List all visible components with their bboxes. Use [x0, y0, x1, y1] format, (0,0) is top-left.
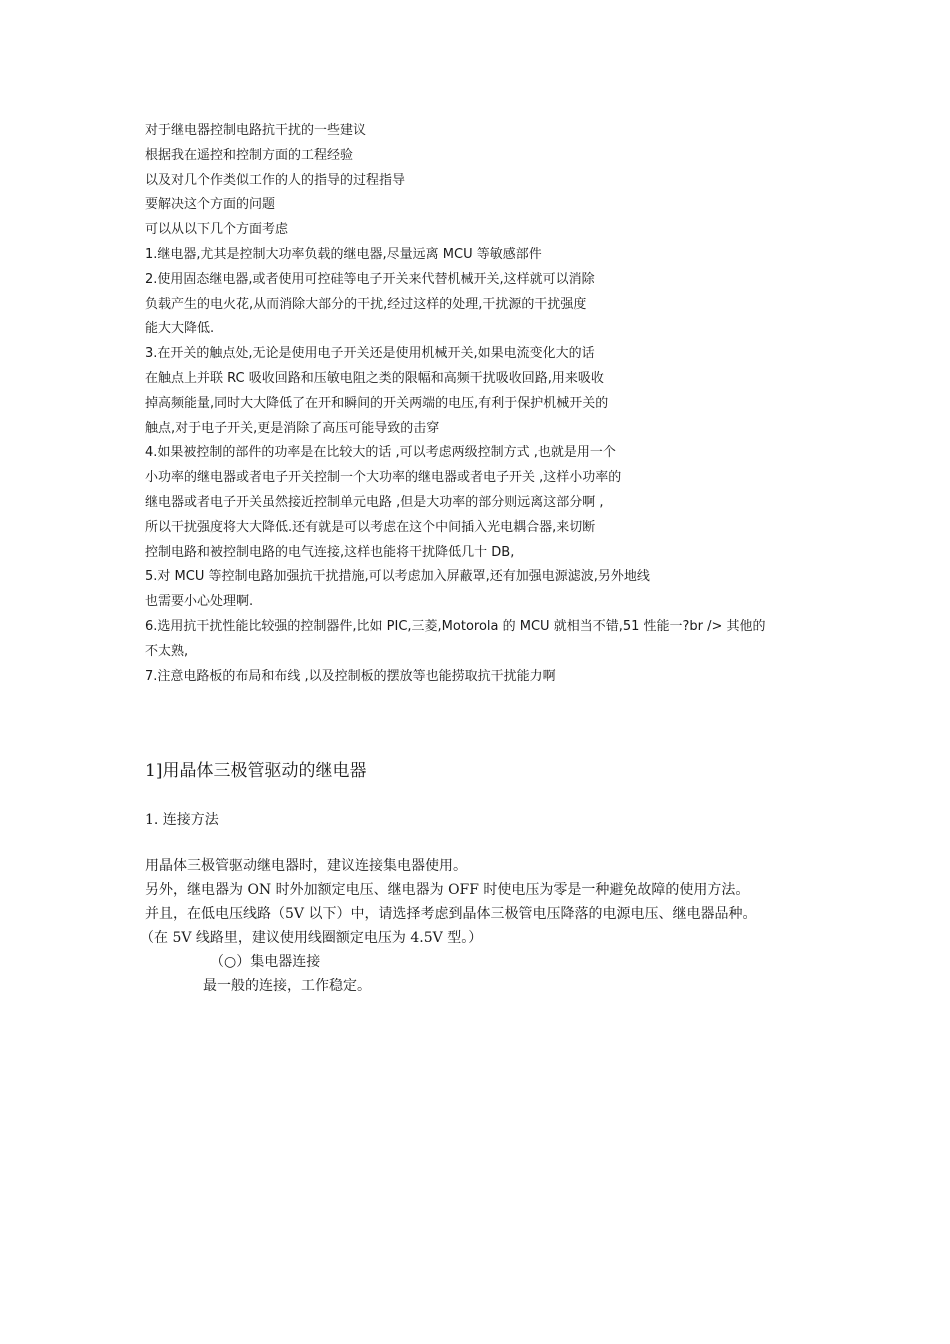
body-paragraph: 并且，在低电压线路（5V 以下）中，请选择考虑到晶体三极管电压降落的电源电压、继电器品种。 — [145, 906, 757, 922]
body-paragraph: 用晶体三极管驱动继电器时，建议连接集电器使用。 — [145, 858, 467, 874]
intro-line: 1.继电器,尤其是控制大功率负载的继电器,尽量远离 MCU 等敏感部件 — [145, 246, 542, 262]
intro-line: 小功率的继电器或者电子开关控制一个大功率的继电器或者电子开关 ,这样小功率的 — [145, 470, 622, 486]
intro-line: 以及对几个作类似工作的人的指导的过程指导 — [145, 172, 406, 188]
body-paragraph: 另外，继电器为 ON 时外加额定电压、继电器为 OFF 时使电压为零是一种避免故障的使用方法。 — [145, 882, 750, 898]
intro-line: 可以从以下几个方面考虑 — [145, 222, 289, 238]
intro-line: 负载产生的电火花,从而消除大部分的干扰,经过这样的处理,干扰源的干扰强度 — [145, 296, 587, 312]
intro-line: 也需要小心处理啊. — [145, 594, 254, 610]
intro-line: 5.对 MCU 等控制电路加强抗干扰措施,可以考虑加入屏蔽罩,还有加强电源滤波,另外地线 — [145, 569, 650, 585]
body-paragraph: （○）集电器连接 — [210, 954, 321, 970]
intro-line: 控制电路和被控制电路的电气连接,这样也能将干扰降低几十 DB, — [145, 544, 515, 560]
intro-line: 要解决这个方面的问题 — [145, 197, 276, 213]
intro-line: 2.使用固态继电器,或者使用可控硅等电子开关来代替机械开关,这样就可以消除 — [145, 271, 595, 287]
intro-line: 不太熟, — [145, 643, 189, 659]
intro-line: 对于继电器控制电路抗干扰的一些建议 — [145, 123, 367, 138]
section-heading: 1]用晶体三极管驱动的继电器 — [145, 761, 367, 781]
intro-line: 触点,对于电子开关,更是消除了高压可能导致的击穿 — [145, 420, 440, 436]
section-body — [140, 854, 825, 998]
intro-line: 4.如果被控制的部件的功率是在比较大的话 ,可以考虑两级控制方式 ,也就是用一个 — [145, 445, 616, 461]
intro-line: 根据我在遥控和控制方面的工程经验 — [145, 147, 354, 163]
intro-line: 掉高频能量,同时大大降低了在开和瞬间的开关两端的电压,有利于保护机械开关的 — [145, 395, 609, 411]
section-subheading: 1. 连接方法 — [145, 812, 219, 828]
intro-line: 所以干扰强度将大大降低.还有就是可以考虑在这个中间插入光电耦合器,来切断 — [145, 519, 596, 535]
intro-line: 能大大降低. — [145, 321, 215, 337]
intro-line: 3.在开关的触点处,无论是使用电子开关还是使用机械开关,如果电流变化大的话 — [145, 346, 595, 362]
intro-line: 7.注意电路板的布局和布线 ,以及控制板的摆放等也能捞取抗干扰能力啊 — [145, 668, 556, 684]
intro-line: 在触点上并联 RC 吸收回路和压敏电阻之类的限幅和高频干扰吸收回路,用来吸收 — [145, 370, 604, 386]
body-paragraph: （在 5V 线路里，建议使用线圈额定电压为 4.5V 型。） — [140, 930, 483, 946]
intro-block — [145, 119, 825, 689]
body-paragraph: 最一般的连接，工作稳定。 — [203, 978, 371, 994]
intro-line: 6.选用抗干扰性能比较强的控制器件,比如 PIC,三菱,Motorola 的 MCU 就相当不错,51 性能一?br /> 其他的 — [145, 618, 766, 634]
intro-line: 继电器或者电子开关虽然接近控制单元电路 ,但是大功率的部分则远离这部分啊 , — [145, 494, 604, 510]
